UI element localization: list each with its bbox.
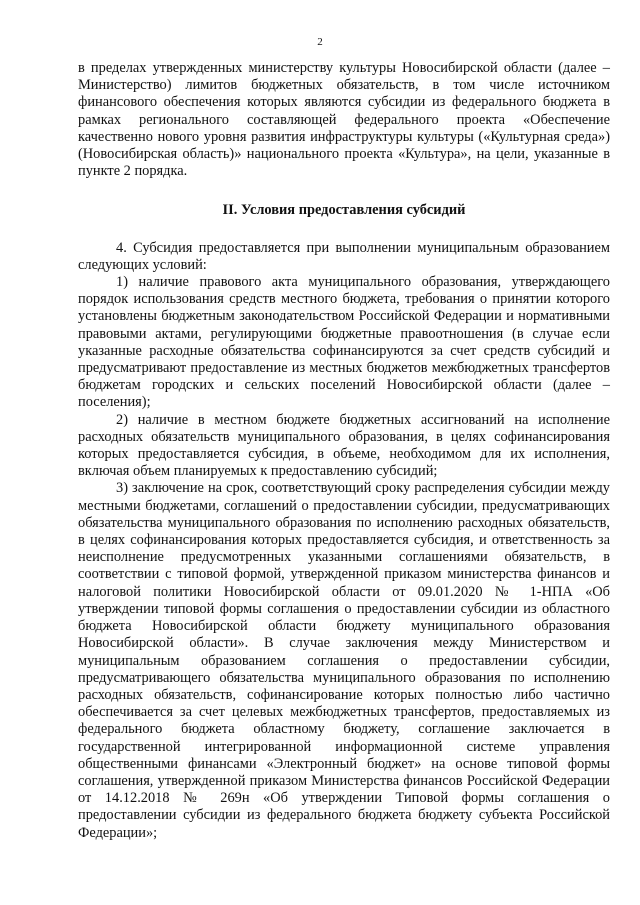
paragraph-condition-2: 2) наличие в местном бюджете бюджетных ассигнований на исполнение расходных обязательств муниципального образования, в целях софинансирования которых предоставляется субсидия, в объеме, необходимом для их исполнения, включая объем планируемых к предоставлению субсидий; xyxy=(78,411,610,480)
section-heading: II. Условия предоставления субсидий xyxy=(222,202,466,219)
paragraph-condition-3: 3) заключение на срок, соответствующий сроку распределения субсидии между местными бюджетами, соглашений о предоставлении субсидии, предусматривающих обязательства муниципального образования по исполнению расходных обязательств, в целях софинансирования которых предоставляется субсидия, и ответственность за неисполнение предусмотренных указанными соглашениями обязательств, в соответствии с типовой формой, утвержденной приказом министерства финансов и налоговой политики Новосибирской области от 09.01.2020 № 1-НПА «Об утверждении типовой формы соглашения о предоставлении субсидии из областного бюджета Новосибирской области бюджету муниципального образования Новосибирской области». В случае заключения между Министерством и муниципальным образованием соглашения о предоставлении субсидии, предусматривающего обязательства муниципального образования по исполнению расходных обязательств, софинансирование которых полностью либо частично обеспечивается за счет целевых межбюджетных трансфертов, предоставляемых из федерального бюджета областному бюджету, соглашение заключается в государственной интегрированной информационной системе управления общественными финансами «Электронный бюджет» на основе типовой формы соглашения, утвержденной приказом Министерства финансов Российской Федерации от 14.12.2018 № 269н «Об утверждении Типовой формы соглашения о предоставлении субсидии из федерального бюджета бюджету субъекта Российской Федерации»; xyxy=(78,480,610,841)
paragraph-clause-4: 4. Субсидия предоставляется при выполнении муниципальным образованием следующих условий: xyxy=(78,239,610,273)
page-number: 2 xyxy=(317,36,323,48)
paragraph-condition-1: 1) наличие правового акта муниципального образования, утверждающего порядок использования средств местного бюджета, требования о принятии которого установлены бюджетным законодательством Российской Федерации и нормативными правовыми актами, регулирующими бюджетные правоотношения (в случае если указанные расходные обязательства софинансируются за счет средств субсидий и предусматривают предоставление из местных бюджетов межбюджетных трансфертов бюджетам городских и сельских поселений Новосибирской области (далее – поселения); xyxy=(78,274,610,411)
intro-paragraph: в пределах утвержденных министерству культуры Новосибирской области (далее – Министерство) лимитов бюджетных обязательств, в том числе источником финансового обеспечения которых являются субсидии из федерального бюджета в рамках регионального составляющей федерального проекта «Обеспечение качественно нового уровня развития инфраструктуры культуры («Культурная среда») (Новосибирская область)» национального проекта «Культура», на цели, указанные в пункте 2 порядка. xyxy=(78,60,610,180)
document-body xyxy=(78,60,610,842)
